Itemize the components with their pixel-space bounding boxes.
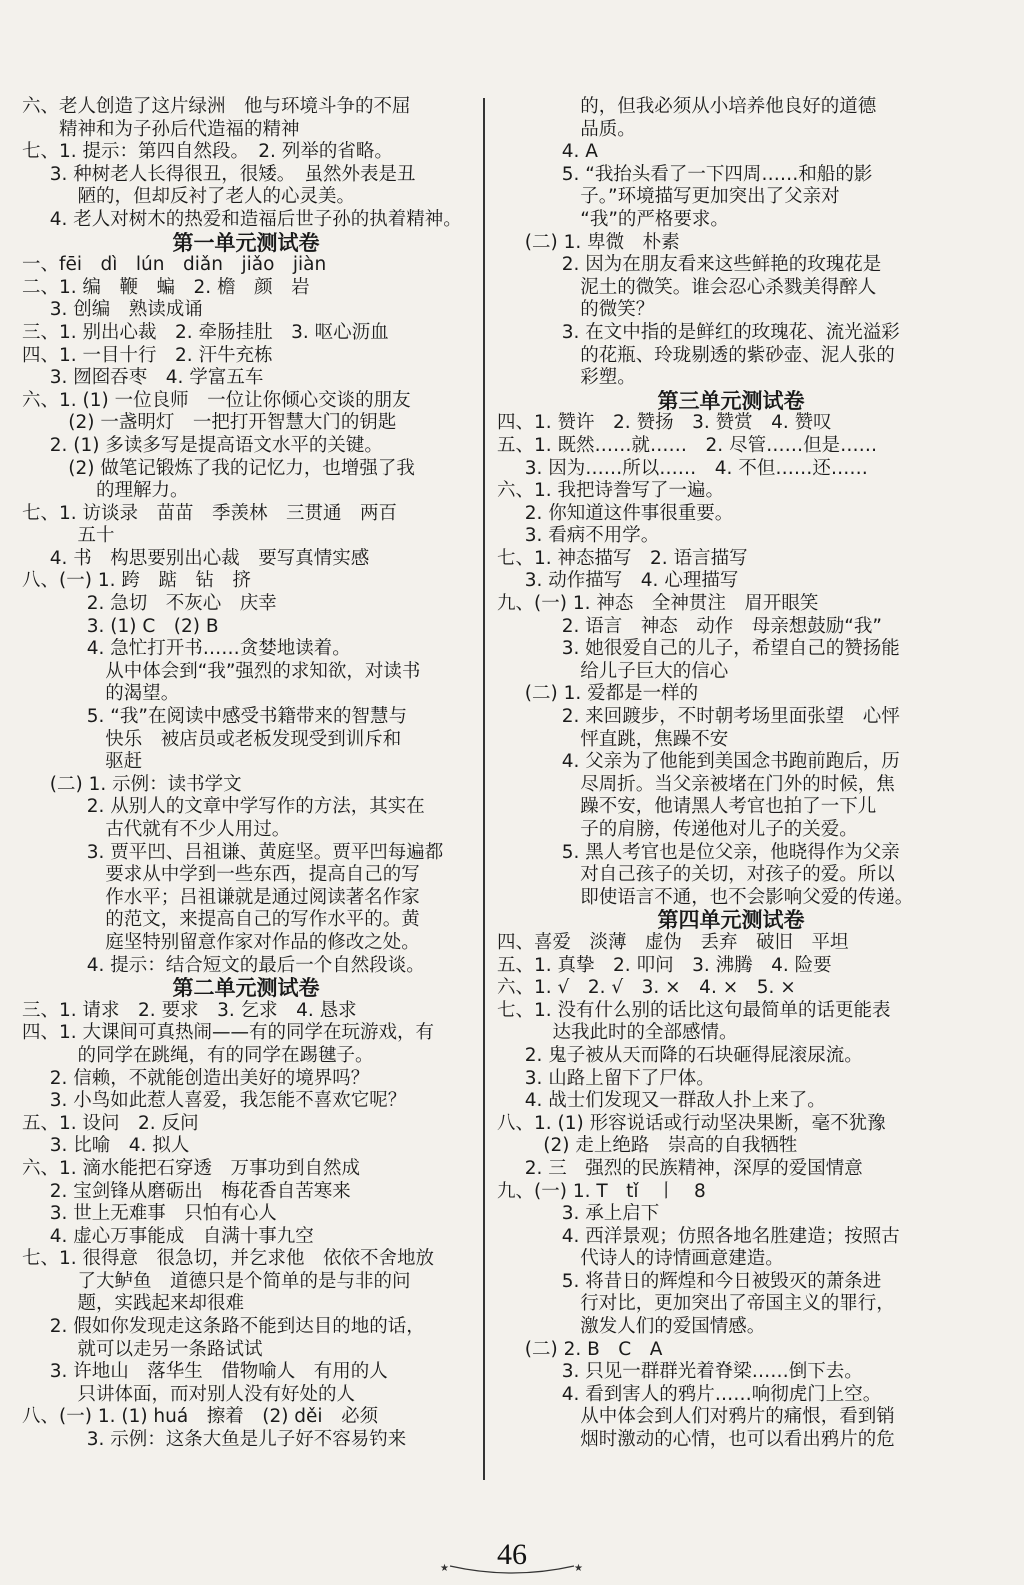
answer-line: 2. 假如你发现走这条路不能到达目的地的话， (49, 1316, 425, 1338)
answer-line: 4. 虚心万事能成 自满十事九空 (49, 1225, 314, 1247)
answer-line: 烟时激动的心情，也可以看出鸦片的危 (580, 1429, 895, 1451)
answer-line: 四、1. 一目十行 2. 汗牛充栋 (22, 344, 273, 366)
answer-line: 九、(一) 1. 神态 全神贯注 眉开眼笑 (497, 593, 819, 615)
answer-line: 一、fēi dì lún diǎn jiǎo jiàn (22, 254, 327, 276)
answer-line: 3. 囫囵吞枣 4. 学富五车 (49, 367, 264, 389)
answer-line: 达我此时的全部感情。 (552, 1022, 738, 1044)
answer-line: 3. 看病不用学。 (524, 525, 660, 547)
answer-line: 就可以走另一条路试试 (77, 1338, 263, 1360)
footer-ornament (440, 1562, 584, 1576)
answer-line: 3. 山路上留下了尸体。 (524, 1067, 715, 1089)
section-title: 第四单元测试卷 (657, 909, 805, 932)
section-title: 第三单元测试卷 (657, 389, 805, 413)
answer-line: 5. “我抬头看了一下四周……和船的影 (561, 163, 873, 185)
answer-line: (二) 1. 卑微 朴素 (524, 231, 680, 253)
answer-line: 3. 因为……所以…… 4. 不但……还…… (524, 457, 868, 479)
section-title: 第一单元测试卷 (172, 231, 320, 255)
answer-line: 陋的，但却反衬了老人的心灵美。 (77, 186, 356, 208)
answer-line: 只讲体面，而对别人没有好处的人 (77, 1383, 356, 1405)
answer-line: 了大鲈鱼 道德只是个简单的是与非的问 (77, 1270, 411, 1292)
answer-line: 4. 急忙打开书……贪婪地读着。 (86, 638, 351, 660)
answer-line: 3. 小鸟如此惹人喜爱，我怎能不喜欢它呢？ (49, 1090, 407, 1112)
answer-line: 3. 在文中指的是鲜红的玫瑰花、流光溢彩 (561, 321, 900, 343)
answer-line: 2. 三 强烈的民族精神，深厚的爱国情意 (524, 1157, 863, 1179)
answer-line: 子的肩膀，传递他对儿子的关爱。 (580, 819, 858, 840)
answer-line: 的范文，来提高自己的写作水平的。黄 (105, 909, 420, 931)
answer-line: (2) 走上绝路 崇高的自我牺牲 (543, 1135, 798, 1157)
answer-line: 怦直跳，焦躁不安 (580, 728, 729, 750)
column-divider (483, 98, 485, 1480)
answer-line: 七、1. 很得意 很急切，并乞求他 依依不舍地放 (22, 1248, 435, 1270)
answer-line: (2) 做笔记锻炼了我的记忆力，也增强了我 (68, 457, 415, 479)
answer-line: 要求从中学到一些东西，提高自己的写 (105, 864, 420, 886)
answer-line: 3. 只见一群群光着脊梁……倒下去。 (561, 1361, 863, 1383)
answer-line: 四、喜爱 淡薄 虚伪 丢弃 破旧 平坦 (497, 931, 849, 953)
left-column (22, 96, 470, 1452)
answer-line: 4. 提示：结合短文的最后一个自然段谈。 (86, 954, 425, 976)
answer-line: 驱赶 (105, 751, 143, 773)
answer-line: 3. 示例：这条大鱼是儿子好不容易钓来 (86, 1429, 407, 1451)
answer-line: 2. 鬼子被从天而降的石块砸得屁滚尿流。 (524, 1044, 863, 1066)
answer-line: 3. 许地山 落华生 借物喻人 有用的人 (49, 1361, 388, 1383)
answer-line: 4. 书 构思要别出心裁 要写真情实感 (49, 547, 370, 569)
answer-line: 3. 种树老人长得很丑，很矮。 虽然外表是丑 (49, 163, 416, 185)
answer-line: 即使语言不通，也不会影响父爱的传递。 (580, 886, 914, 908)
answer-line: 古代就有不少人用过。 (105, 819, 291, 840)
answer-line: 3. 动作描写 4. 心理描写 (524, 570, 739, 592)
answer-line: 3. 比喻 4. 拟人 (49, 1135, 190, 1157)
answer-line: 子。”环境描写更加突出了父亲对 (580, 186, 840, 208)
answer-line: 2. 宝剑锋从磨砺出 梅花香自苦寒来 (49, 1180, 351, 1202)
answer-line: 四、1. 大课间可真热闹——有的同学在玩游戏，有 (22, 1022, 435, 1044)
section-title: 第二单元测试卷 (172, 977, 320, 1000)
answer-line: 六、老人创造了这片绿洲 他与环境斗争的不屈 (22, 96, 411, 117)
answer-line: 五、1. 既然……就…… 2. 尽管……但是…… (497, 434, 878, 456)
answer-line: (二) 1. 爱都是一样的 (524, 683, 699, 705)
answer-line: 激发人们的爱国情感。 (580, 1316, 766, 1338)
answer-line: 六、1. √ 2. √ 3. × 4. × 5. × (497, 977, 796, 999)
answer-line: 的同学在跳绳，有的同学在踢毽子。 (77, 1044, 374, 1066)
answer-line: 的理解力。 (96, 480, 189, 502)
answer-line: (二) 2. B C A (524, 1338, 663, 1360)
answer-line: 的花瓶、玲珑剔透的紫砂壶、泥人张的 (580, 344, 895, 366)
right-column (497, 96, 965, 1452)
answer-line: 4. A (561, 141, 598, 163)
answer-line: 八、1. (1) 形容说话或行动坚决果断，毫不犹豫 (497, 1112, 886, 1134)
answer-line: 五、1. 真挚 2. 叩问 3. 沸腾 4. 险要 (497, 954, 832, 976)
answer-line: 七、1. 访谈录 苗苗 季羡林 三贯通 两百 (22, 502, 398, 524)
answer-line: 行对比，更加突出了帝国主义的罪行， (580, 1293, 895, 1315)
answer-line: 作水平；吕祖谦就是通过阅读著名作家 (105, 886, 420, 908)
page-number: 46 (497, 1538, 527, 1571)
answer-line: 躁不安，他请黑人考官也拍了一下儿 (580, 796, 877, 818)
svg-text:★: ★ (440, 1563, 449, 1574)
answer-line: 快乐 被店员或老板发现受到训斥和 (105, 728, 402, 750)
answer-line: 二、1. 编 鞭 蝙 2. 檐 颜 岩 (22, 276, 310, 298)
answer-line: 从中体会到人们对鸦片的痛恨，看到销 (580, 1406, 895, 1428)
answer-line: 三、1. 请求 2. 要求 3. 乞求 4. 恳求 (22, 999, 357, 1021)
answer-line: 5. 将昔日的辉煌和今日被毁灭的萧条进 (561, 1270, 882, 1292)
answer-line: 的渴望。 (105, 683, 180, 705)
answer-line: 2. 急切 不灰心 庆幸 (86, 593, 277, 615)
answer-line: 彩塑。 (580, 367, 636, 389)
answer-line: (2) 一盏明灯 一把打开智慧大门的钥匙 (68, 412, 397, 434)
answer-line: 3. 贾平凹、吕祖谦、黄庭坚。贾平凹每遍都 (86, 841, 444, 863)
answer-line: 庭坚特别留意作家对作品的修改之处。 (105, 931, 420, 953)
answer-line: 八、(一) 1. (1) huá 擦着 (2) děi 必须 (22, 1406, 379, 1428)
answer-line: 4. 父亲为了他能到美国念书跑前跑后，历 (561, 751, 900, 773)
answer-line: 3. (1) C (2) B (86, 615, 219, 637)
answer-line: 六、1. 滴水能把石穿透 万事功到自然成 (22, 1157, 361, 1179)
svg-text:★: ★ (574, 1563, 583, 1574)
answer-line: 六、1. 我把诗誊写了一遍。 (497, 480, 725, 502)
answer-line: 七、1. 提示：第四自然段。 2. 列举的省略。 (22, 141, 393, 163)
answer-line: 泥土的微笑。谁会忍心杀戮美得醉人 (580, 276, 877, 298)
answer-line: 七、1. 没有什么别的话比这句最简单的话更能表 (497, 999, 891, 1021)
answer-line: 五十 (77, 525, 115, 547)
answer-line: 4. 战士们发现又一群敌人扑上来了。 (524, 1090, 826, 1112)
answer-line: 3. 创编 熟读成诵 (49, 299, 203, 321)
answer-line: (二) 1. 示例：读书学文 (49, 773, 242, 795)
answer-line: 对自己孩子的关切，对孩子的爱。所以 (580, 864, 895, 886)
answer-line: 品质。 (580, 118, 636, 140)
answer-line: 代诗人的诗情画意建造。 (580, 1248, 784, 1270)
answer-line: 5. 黑人考官也是位父亲，他晓得作为父亲 (561, 841, 900, 863)
answer-line: 2. 语言 神态 动作 母亲想鼓励“我” (561, 615, 882, 637)
answer-line: 2. 因为在朋友看来这些鲜艳的玫瑰花是 (561, 254, 882, 276)
answer-line: 2. 来回踱步，不时朝考场里面张望 心怦 (561, 706, 900, 728)
answer-line: 六、1. (1) 一位良师 一位让你倾心交谈的朋友 (22, 389, 411, 411)
answer-line: 5. “我”在阅读中感受书籍带来的智慧与 (86, 706, 407, 728)
answer-line: 题，实践起来却很难 (77, 1293, 245, 1315)
answer-line: 三、1. 别出心裁 2. 牵肠挂肚 3. 呕心沥血 (22, 321, 389, 343)
answer-line: 精神和为子孙后代造福的精神 (59, 118, 300, 140)
answer-line: 2. (1) 多读多写是提高语文水平的关键。 (49, 434, 383, 456)
answer-line: 2. 信赖，不就能创造出美好的境界吗？ (49, 1067, 370, 1089)
answer-line: 2. 从别人的文章中学写作的方法，其实在 (86, 796, 425, 818)
answer-line: 4. 西洋景观；仿照各地名胜建造；按照古 (561, 1225, 900, 1247)
answer-line: “我”的严格要求。 (580, 208, 729, 230)
answer-line: 四、1. 赞许 2. 赞扬 3. 赞赏 4. 赞叹 (497, 412, 832, 434)
answer-line: 的，但我必须从小培养他良好的道德 (580, 96, 877, 117)
answer-line: 五、1. 设问 2. 反问 (22, 1112, 199, 1134)
answer-line: 九、(一) 1. T tǐ 丨 8 (497, 1180, 706, 1202)
answer-line: 4. 看到害人的鸦片……响彻虎门上空。 (561, 1383, 882, 1405)
answer-line: 七、1. 神态描写 2. 语言描写 (497, 547, 748, 569)
answer-line: 从中体会到“我”强烈的求知欲，对读书 (105, 660, 421, 682)
answer-line: 的微笑？ (580, 299, 655, 321)
answer-line: 3. 承上启下 (561, 1203, 660, 1225)
answer-line: 3. 她很爱自己的儿子，希望自己的赞扬能 (561, 638, 900, 660)
answer-line: 给儿子巨大的信心 (580, 660, 729, 682)
answer-line: 2. 你知道这件事很重要。 (524, 502, 734, 524)
answer-line: 八、(一) 1. 跨 踮 钻 挤 (22, 570, 251, 592)
answer-line: 3. 世上无难事 只怕有心人 (49, 1203, 277, 1225)
answer-line: 4. 老人对树木的热爱和造福后世子孙的执着精神。 (49, 208, 462, 230)
answer-line: 尽周折。当父亲被堵在门外的时候，焦 (580, 773, 895, 795)
